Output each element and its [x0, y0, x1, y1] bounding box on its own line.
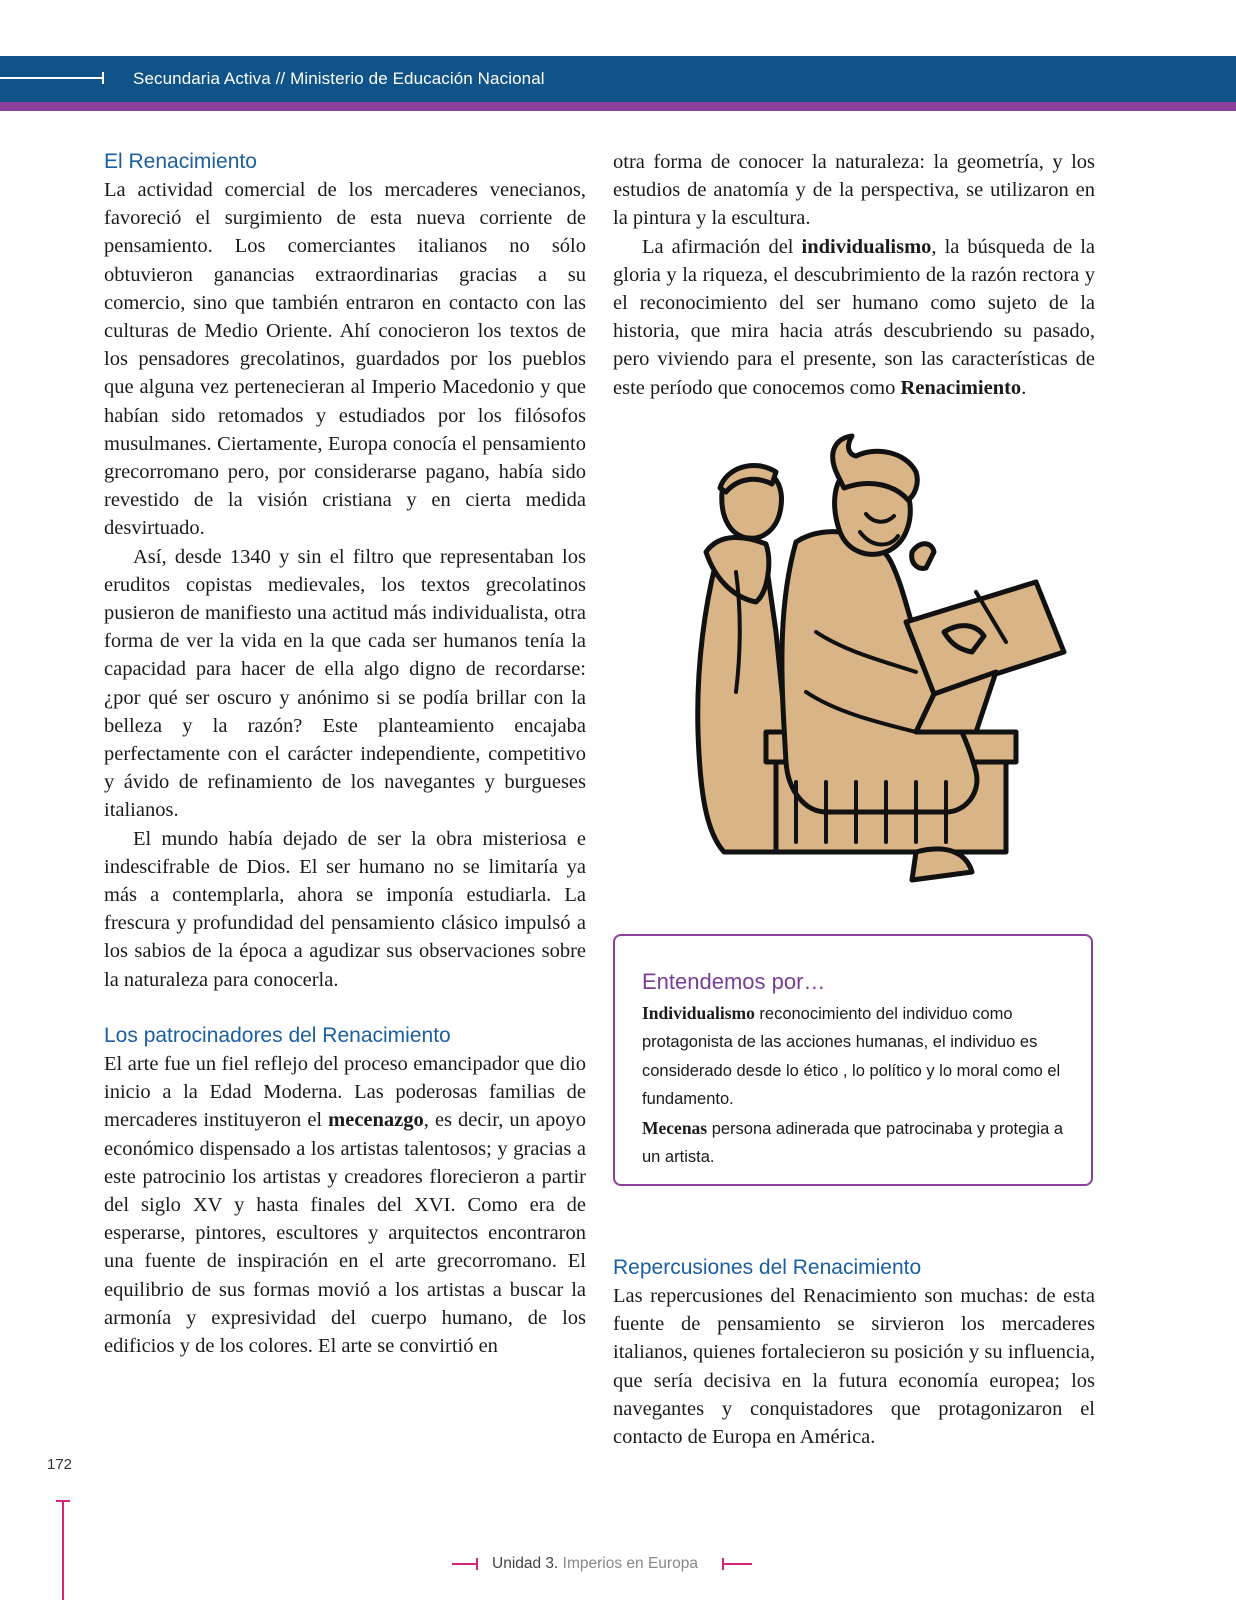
bold-term-renacimiento: Renacimiento	[900, 376, 1022, 399]
margin-rule	[62, 1500, 64, 1600]
paragraph-text: , es decir, un apoyo económico dispensado a los artistas talentosos; y gracias a este patrocinio los artistas y creadores florecieron a partir del siglo XV y hasta finales del XVI. Como era de esperarse, pintores, escultores y arquitectos encontraron una fuente de inspiración en el arte grecorromano. El equilibrio de sus formas movió a los artistas a buscar la armonía y expresividad del cuerpo humano, de los edificios y de los colores. El arte se convirtió en	[104, 1109, 586, 1357]
paragraph: La actividad comercial de los mercaderes venecianos, favoreció el surgimiento de esta nueva corriente de pensamiento. Los comerciantes italianos no sólo obtuvieron ganancias extraordinarias gracias a su comercio, sino que también entraron en contacto con las culturas de Medio Oriente. Ahí conocieron los textos de los pensadores grecolatinos, guardados por los pueblos que alguna vez pertenecieran al Imperio Macedonio y que habían sido retomados y estudiados por los filósofos musulmanes. Ciertamente, Europa conocía el pensamiento grecorromano pero, por considerarse pagano, había sido revestido de la visión cristiana y en cierta medida desvirtuado.	[104, 179, 586, 540]
glossary-title: Entendemos por…	[642, 969, 826, 994]
glossary-entry-individualismo	[642, 999, 1074, 1114]
bold-term-mecenazgo: mecenazgo	[328, 1109, 424, 1132]
glossary-body	[642, 999, 1074, 1171]
page-number: 172	[47, 1456, 73, 1473]
section-heading-renacimiento: El Renacimiento	[104, 150, 257, 173]
section-heading-patrocinadores: Los patrocinadores del Renacimiento	[104, 1023, 451, 1047]
section-repercusiones	[613, 1254, 1095, 1451]
header-title: Secundaria Activa // Ministerio de Educación Nacional	[133, 69, 545, 88]
glossary-box	[613, 934, 1093, 1186]
paragraph: Las repercusiones del Renacimiento son muchas: de esta fuente de pensamiento se sirvieron los mercaderes italianos, quienes fortalecieron su posición y su influencia, que sería decisiva en la futura economía europea; los navegantes y conquistadores que protagonizaron el contacto de Europa en América.	[613, 1285, 1095, 1449]
paragraph-text: .	[1021, 376, 1027, 399]
paragraph	[613, 233, 1095, 402]
footer-rule-left	[452, 1563, 478, 1565]
footer	[0, 1552, 1236, 1576]
header-rule-tick	[102, 72, 104, 84]
footer-rule-right	[722, 1563, 752, 1565]
paragraph: El mundo había dejado de ser la obra misteriosa e indescifrable de Dios. El ser humano no se limitaría ya más a contemplarla, ahora se imponía estudiarla. La frescura y profundidad del pensamiento clásico impulsó a los sabios de la época a agudizar sus observaciones sobre la naturaleza para conocerla.	[104, 827, 586, 991]
paragraph-text: El arte fue un fiel reflejo del proceso emancipador que dio inicio a la Edad Moderna. Las poderosas familias de mercaderes instituyeron el	[104, 1052, 586, 1132]
footer-unit-label	[492, 1552, 698, 1576]
footer-rule-left-tick	[476, 1558, 478, 1570]
glossary-term: Individualismo	[642, 1003, 755, 1023]
glossary-entry-mecenas	[642, 1114, 1074, 1172]
right-column	[613, 148, 1095, 402]
bold-term-individualismo: individualismo	[801, 235, 932, 258]
footer-unit: Unidad 3.	[492, 1555, 559, 1572]
header-rule	[0, 77, 104, 79]
paragraph	[104, 1050, 586, 1360]
left-column	[104, 148, 586, 1360]
paragraph-continuation: otra forma de conocer la naturaleza: la geometría, y los estudios de anatomía y de la perspectiva, se utilizaron en la pintura y la escultura.	[613, 151, 1095, 230]
glossary-term: Mecenas	[642, 1117, 708, 1138]
glossary-definition: reconocimiento del individuo como protagonista de las acciones humanas, el individuo es considerado desde lo ético , lo político y lo moral como el fundamento.	[642, 1005, 1061, 1109]
paragraph: Así, desde 1340 y sin el filtro que representaban los eruditos copistas medievales, los textos grecolatinos pusieron de manifiesto una actitud más individualista, otra forma de ver la vida en la que cada ser humanos tenía la capacidad para hacer de ella algo digno de recordarse: ¿por qué ser oscuro y anónimo si se podía brillar con la belleza y la razón? Este planteamiento encajaba perfectamente con el carácter independiente, competitivo y ávido de refinamiento de los navegantes y burgueses italianos.	[104, 545, 586, 822]
header-accent-stripe	[0, 102, 1236, 111]
paragraph-text: La afirmación del	[642, 235, 802, 258]
paragraph-text: , la búsqueda de la gloria y la riqueza, el descubrimiento de la razón rectora y el reconocimiento del ser humano como sujeto de la historia, que mira hacia atrás descubriendo su pasado, pero viviendo para el presente, son las características de este período que conocemos como	[613, 235, 1095, 399]
section-heading-repercusiones: Repercusiones del Renacimiento	[613, 1256, 922, 1279]
medieval-scholar-illustration	[676, 432, 1084, 894]
footer-unit-name: Imperios en Europa	[558, 1555, 698, 1572]
glossary-definition: persona adinerada que patrocinaba y protegia a un artista.	[642, 1119, 1064, 1167]
